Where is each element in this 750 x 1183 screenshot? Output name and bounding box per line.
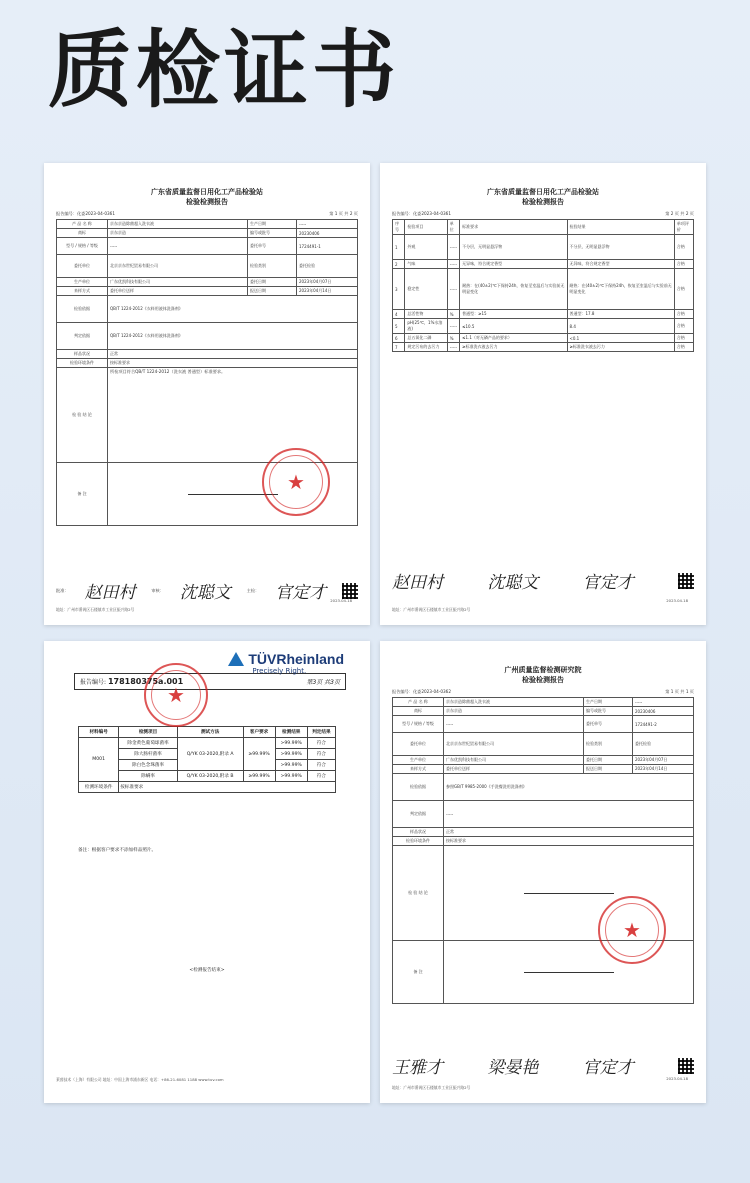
tuv-triangle-icon bbox=[228, 652, 244, 666]
report-title: 检验检测报告 bbox=[522, 675, 564, 684]
signature-approver: 王雅才 bbox=[392, 1058, 443, 1078]
certificate-page-3 bbox=[380, 641, 706, 1103]
remark-text: 备注：根据客户要求不添加样品照片。 bbox=[78, 848, 157, 853]
official-seal: ★ bbox=[598, 896, 666, 964]
official-seal: ★ bbox=[262, 448, 330, 516]
page-number: 第 1 页 共 2 页 bbox=[329, 211, 358, 216]
certificate-page-2 bbox=[380, 163, 706, 625]
page-title: 质检证书 bbox=[48, 21, 401, 119]
org-title: 广州质量监督检测研究院 bbox=[504, 665, 582, 674]
signature-inspector: 官定才 bbox=[582, 573, 634, 593]
conclusion-text: 所检项目符合QB/T 1224-2012（洗衣液 普通型）标准要求。 bbox=[108, 368, 358, 463]
report-title: 检验检测报告 bbox=[522, 197, 564, 206]
org-title: 广东省质量监督日用化工产品检验站 bbox=[487, 187, 599, 196]
end-of-report: <检测报告结束> bbox=[189, 968, 225, 973]
signature-inspector: 官定才 bbox=[582, 1058, 634, 1078]
official-seal: ★ bbox=[144, 663, 208, 727]
footer-date: 2023.04.18 bbox=[330, 598, 352, 603]
footer-address: 地址：广州市番禺区石楼镇市工业区振兴路2号 bbox=[392, 1085, 471, 1090]
tuv-logo: TÜVRheinland Precisely Right. bbox=[228, 651, 344, 675]
report-number: 报告编号：化委2023-04-0362 bbox=[392, 689, 451, 694]
report-title: 检验检测报告 bbox=[186, 197, 228, 206]
tuv-report-page bbox=[44, 641, 370, 1103]
signature-reviewer: 沈聪文 bbox=[179, 583, 231, 603]
page-number: 第 1 页 共 1 页 bbox=[665, 689, 694, 694]
report-number: 报告编号：化委2023-04-0361 bbox=[56, 211, 115, 216]
signature-reviewer: 梁晏艳 bbox=[487, 1058, 539, 1078]
report-number: 报告编号：化委2023-04-0361 bbox=[392, 211, 451, 216]
footer-address: 地址：广州市番禺区石楼镇市工业区振兴路2号 bbox=[56, 607, 135, 612]
qr-code-icon bbox=[678, 1058, 694, 1074]
tuv-results-table: 材料编号 检测项目 测试方法 客户要求 检测结果 判定结果 M001 除金黄色葡萄球菌率 Q/YK 03-2020,附录 A ≥99.99% >99.99% 符合 除大肠杆菌率 >99.99% 符合 除白色念珠菌率 >99.99% 符合 除螨率 Q/YK 03-2020,附录 B ≥99.99% >99.99% 符合 检测环境条件 按标准要求 bbox=[78, 726, 336, 793]
qr-code-icon bbox=[342, 583, 358, 599]
org-title: 广东省质量监督日用化工产品检验站 bbox=[151, 187, 263, 196]
report-number-bar: 报告编号: 178180375a.001 第3页 共3页 bbox=[74, 673, 346, 690]
certificate-page-1: 广东省质量监督日用化工产品检验站 检验检测报告 报告编号：化委2023-04-0361 第 1 页 共 2 页 产 品 名 称 京东京造除菌超入洗衣液 生产日期 ----- 商标 京东京造 编号或批号 20230406 型号 / 规格 / 等级 ----- 委托单号 1724491-1 委托单位 北京京东世纪贸易有限公司 检验类别 委托检验 生产单位 广东优凯科技有限公司 委托日期 2023年04月07日 来样方式 委托单位送样 报送日期 2023年04月14日 检验依据 QB/T 1224-2012《衣料用液体洗涤剂》 判定依据 QB/T 1224-2012《衣料用液体洗涤剂》 样品状况 正常 检验环境条件 按标准要求 检 验 结 论 所检项目符合QB/T 1224-2012（洗衣液 普通型）标准要求。 备 注 ★ 批准： 赵田村 审核： 沈聪文 主检： 官定才 地址：广州市番禺区石楼镇市工业区振兴路2号 2023.04.18 bbox=[44, 163, 370, 625]
signature-approver: 赵田村 bbox=[84, 583, 136, 603]
page-number: 第 2 页 共 2 页 bbox=[665, 211, 694, 216]
signature-approver: 赵田村 bbox=[392, 573, 443, 593]
footer-date: 2023.04.18 bbox=[666, 598, 688, 603]
footer-date: 2023.04.18 bbox=[666, 1076, 688, 1081]
footer-company: 莱茵技术（上海）有限公司 地址：中国上海市浦东新区 电话：+86-21-6081 1188 www.tuv.com bbox=[56, 1077, 224, 1082]
footer-address: 地址：广州市番禺区石楼镇市工业区振兴路2号 bbox=[392, 607, 471, 612]
signature-inspector: 官定才 bbox=[275, 583, 327, 603]
info-table: 产 品 名 称 京东京造除菌超入洗衣液 生产日期 ----- 商标 京东京造 编号或批号 20230406 型号 / 规格 / 等级 ----- 委托单号 1724491-2 委托单位 北京京东世纪贸易有限公司 检验类别 委托检验 生产单位 广东优凯科技有限公司 委托日期 2023年04月07日 来样方式 委托单位送样 报送日期 2023年04月14日 检验依据 参照GB/T 9985-2000《手洗餐洗用洗涤剂》 判定依据 ----- 样品状况 正常 检验环境条件 按标准要求 检 验 结 论 备 注 bbox=[392, 697, 694, 1004]
qr-code-icon bbox=[678, 573, 694, 589]
results-table: 序号 检验项目 单位 标准要求 检验结果 单项评价 1 外观 ----- 不分层，无明显悬浮物 不分层，无明显悬浮物 合格 2 气味 ----- 无异味，符合规定香型 无异味，符合规定香型 合格 3 稳定性 ----- 耐热：在(40±2)℃下保持24h，恢复至室温后与实验前无明显变化 耐热：在(40±2)℃下保持24h，恢复至室温后与实验前无明显变化 合格 4 总活性物 % 普通型：≥15 普通型：17.8 合格 5 pH(25℃，1%水溶液) ----- ≤10.5 8.4 合格 6 总五氧化二磷 % ≤1.1（对无磷产品的要求） <0.1 合格 7 规定污布的去污力 ----- ≥标准洗衣液去污力 ≥标准洗衣液去污力 合格 bbox=[392, 219, 694, 352]
signature-reviewer: 沈聪文 bbox=[487, 573, 539, 593]
info-table: 产 品 名 称 京东京造除菌超入洗衣液 生产日期 ----- 商标 京东京造 编号或批号 20230406 型号 / 规格 / 等级 ----- 委托单号 1724491-1 委托单位 北京京东世纪贸易有限公司 检验类别 委托检验 生产单位 广东优凯科技有限公司 委托日期 2023年04月07日 来样方式 委托单位送样 报送日期 2023年04月14日 检验依据 QB/T 1224-2012《衣料用液体洗涤剂》 判定依据 QB/T 1224-2012《衣料用液体洗涤剂》 样品状况 正常 检验环境条件 按标准要求 检 验 结 论 所检项目符合QB/T 1224-2012（洗衣液 普通型）标准要求。 备 注 bbox=[56, 219, 358, 526]
